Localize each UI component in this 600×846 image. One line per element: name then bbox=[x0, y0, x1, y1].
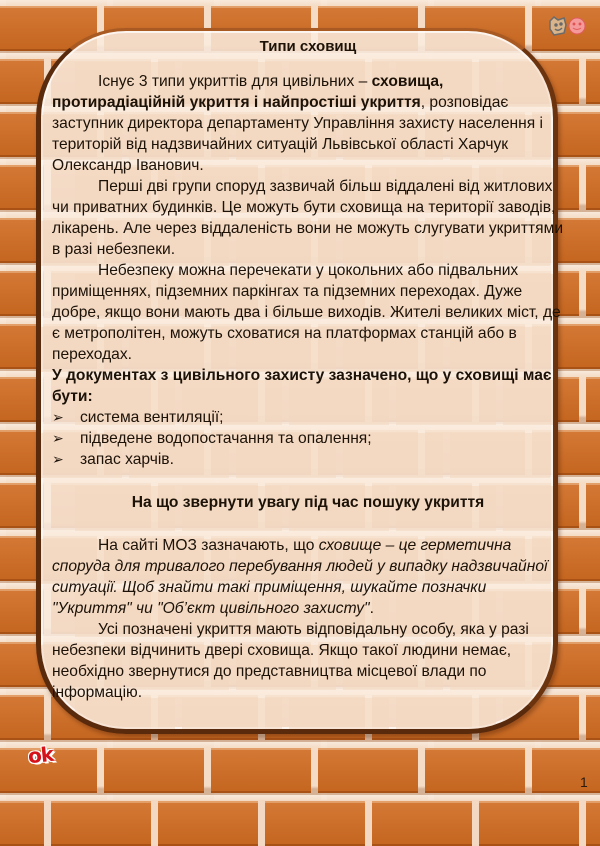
document-content bbox=[52, 36, 564, 703]
p1-tail: , розповідає заступник директора департаменту Управління захисту населення і територій від надзвичайних ситуацій Львівської області Харчук Олександр Іванович. bbox=[52, 94, 543, 174]
arrow-bullet-icon: ➢ bbox=[52, 409, 64, 425]
page-number: 1 bbox=[580, 774, 588, 790]
p1-lead: Існує 3 типи укриттів для цивільних – bbox=[98, 73, 372, 90]
requirements-heading: У документах з цивільного захисту зазначено, що у сховищі має бути: bbox=[52, 367, 552, 405]
list-item: ➢ підведене водопостачання та опалення; bbox=[52, 430, 372, 447]
paragraph-responsible-person: Усі позначені укриття мають відповідальну особу, яка у разі небезпеки відчинить двері сховища. Якщо такої людини немає, необхідно звернутися до представництва місцевої влади по інформацію. bbox=[52, 621, 529, 701]
brick-row bbox=[0, 748, 600, 793]
list-item: ➢ запас харчів. bbox=[52, 451, 174, 468]
paragraph-basements: Небезпеку можна перечекати у цокольних або підвальних приміщеннях, підземних паркінгах та підземних переходах. Дуже добре, якщо вони мають два і більше виходів. Жителі великих міст, де є метрополітен, можуть сховатися на платформах станцій або в переходах. bbox=[52, 262, 561, 363]
paragraph-shelter-types bbox=[52, 71, 564, 176]
arrow-bullet-icon: ➢ bbox=[52, 430, 64, 446]
p1-bold: сховища, протирадіаційній укриття і найпростіші укриття bbox=[52, 73, 444, 111]
page-title: Типи сховищ bbox=[259, 38, 357, 55]
list-item: ➢ система вентиляції; bbox=[52, 409, 224, 426]
brick-row bbox=[0, 801, 600, 846]
arrow-bullet-icon: ➢ bbox=[52, 451, 64, 467]
smiley-stickers-icon bbox=[546, 13, 588, 39]
paragraph-moz: На сайті МОЗ зазначають, що сховище – це герметична споруда для тривалого перебування людей у випадку надзвичайної ситуації. Щоб знайти такі приміщення, шукайте позначки "Укриття" чи "Об’єкт цивільного захисту". bbox=[52, 537, 548, 617]
paragraph-first-groups: Перші дві групи споруд зазвичай більш віддалені від житлових чи приватних будинків. Це можуть бути сховища на території заводів, лікарень. Але через віддаленість вони не можуть слугувати укриттями в разі небезпеки. bbox=[52, 178, 564, 258]
moz-quote: сховище – це герметична споруда для тривалого перебування людей у випадку надзвичайної ситуації. Щоб знайти такі приміщення, шукайте позначки "Укриття" чи "Об’єкт цивільного захисту" bbox=[52, 537, 548, 617]
section-subtitle: На що звернути увагу під час пошуку укриття bbox=[131, 494, 485, 511]
ok-logo-icon: ok bbox=[26, 741, 55, 769]
requirements-list bbox=[52, 407, 564, 470]
